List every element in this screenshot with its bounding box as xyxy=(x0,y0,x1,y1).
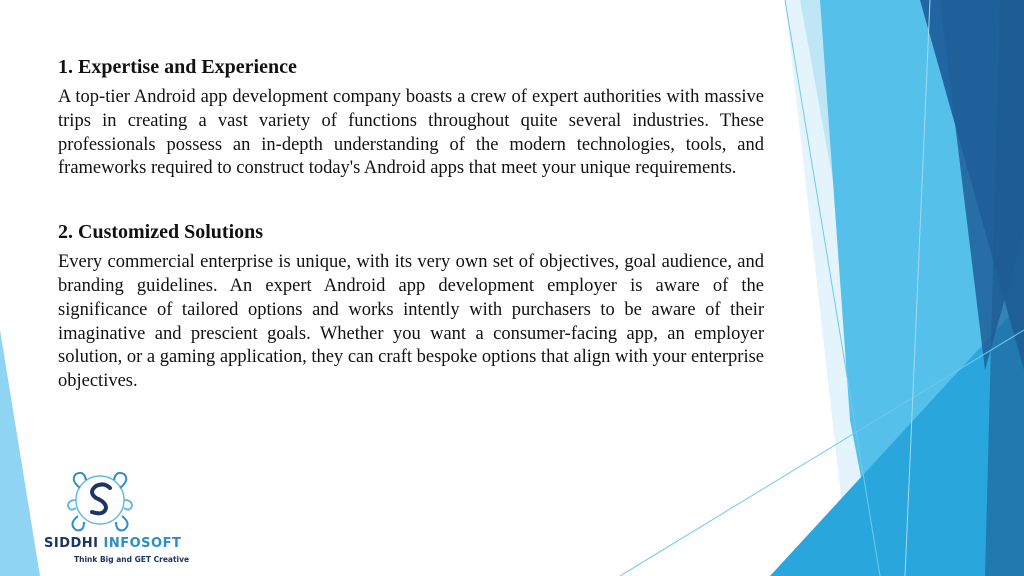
section-customized xyxy=(58,217,764,394)
content-area xyxy=(58,52,764,394)
logo-tagline: Think Big and GET Creative xyxy=(74,555,190,564)
section-body: Every commercial enterprise is unique, with its very own set of objectives, goal audience, and branding guidelines. An expert Android app development employer is aware of the significance of tailored options and works intently with purchasers to be aware of their imaginative and prescient goals. Whether you want a consumer-facing app, an employer solution, or a gaming application, they can craft bespoke options that align with your enterprise objectives. xyxy=(58,252,764,392)
logo-name-part2: INFOSOFT xyxy=(103,536,182,551)
section-heading: 1. Expertise and Experience xyxy=(58,56,297,78)
section-expertise xyxy=(58,52,764,181)
logo-name-part1: SIDDHI xyxy=(44,536,99,551)
swirl-s-logo-icon xyxy=(40,470,170,536)
section-heading: 2. Customized Solutions xyxy=(58,221,264,244)
section-body: A top-tier Android app development company boasts a crew of expert authorities with massive trips in creating a vast variety of functions throughout quite several industries. These professionals possess an in-depth understanding of the modern technologies, tools, and frameworks required to construct today's Android apps that meet your unique requirements. xyxy=(58,87,764,179)
logo-wordmark xyxy=(44,536,181,551)
left-edge-shape xyxy=(0,330,40,576)
company-logo xyxy=(40,470,190,570)
